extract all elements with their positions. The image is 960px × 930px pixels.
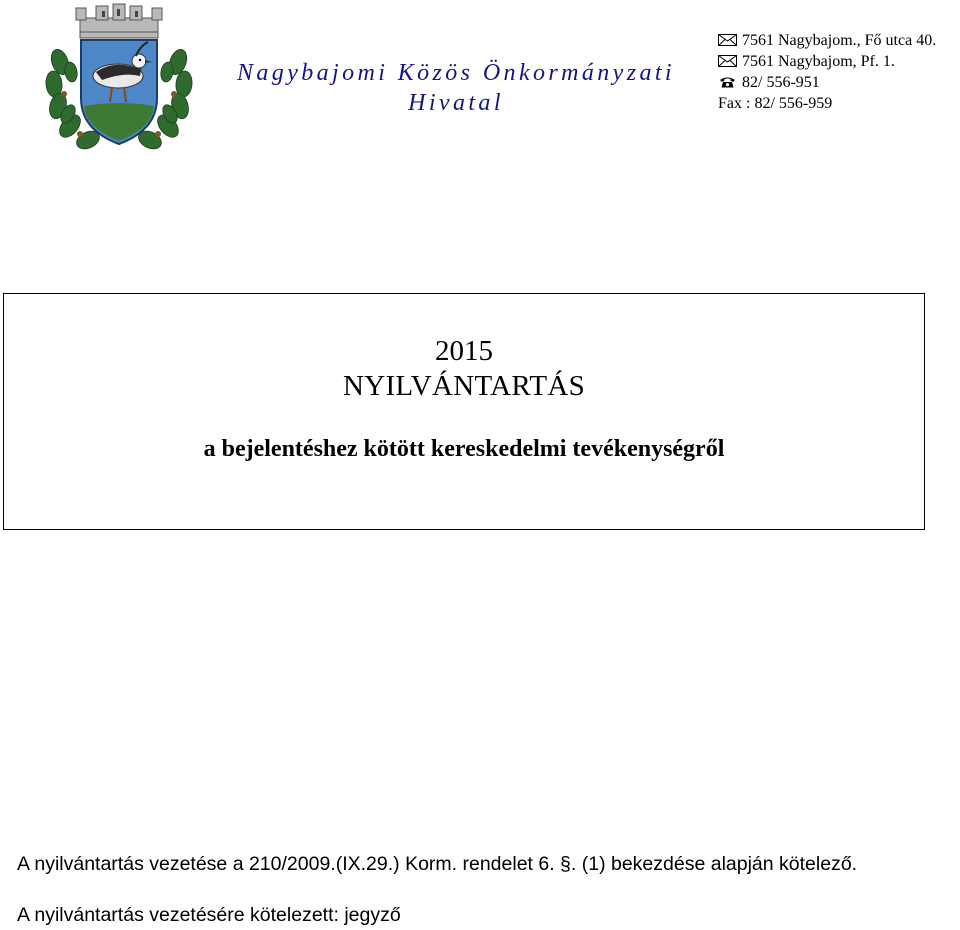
register-subtitle: a bejelentéshez kötött kereskedelmi tevékenységről	[203, 436, 725, 462]
organization-name	[206, 58, 706, 118]
contact-block	[718, 30, 936, 114]
contact-fax-row	[718, 93, 936, 114]
register-year: 2015	[435, 335, 493, 367]
title-box	[3, 293, 925, 530]
organization-name-line1: Nagybajomi Közös Önkormányzati	[237, 60, 675, 86]
contact-postal: 7561 Nagybajom, Pf. 1.	[742, 53, 895, 70]
contact-address: 7561 Nagybajom., Fő utca 40.	[742, 32, 937, 49]
contact-phone-row	[718, 72, 936, 93]
contact-fax: Fax : 82/ 556-959	[718, 95, 833, 112]
envelope-icon	[718, 55, 737, 67]
organization-name-line2: Hivatal	[408, 90, 504, 116]
telephone-icon	[718, 76, 737, 88]
responsible-party-text: A nyilvántartás vezetésére kötelezett: jegyző	[17, 904, 401, 926]
legal-basis-text: A nyilvántartás vezetése a 210/2009.(IX.29.) Korm. rendelet 6. §. (1) bekezdése alapján kötelező.	[17, 853, 858, 875]
contact-address-row	[718, 30, 936, 51]
contact-postal-row	[718, 51, 936, 72]
contact-phone: 82/ 556-951	[742, 74, 820, 91]
register-title: NYILVÁNTARTÁS	[342, 370, 586, 402]
envelope-icon	[718, 34, 737, 46]
coat-of-arms-icon	[44, 2, 194, 152]
